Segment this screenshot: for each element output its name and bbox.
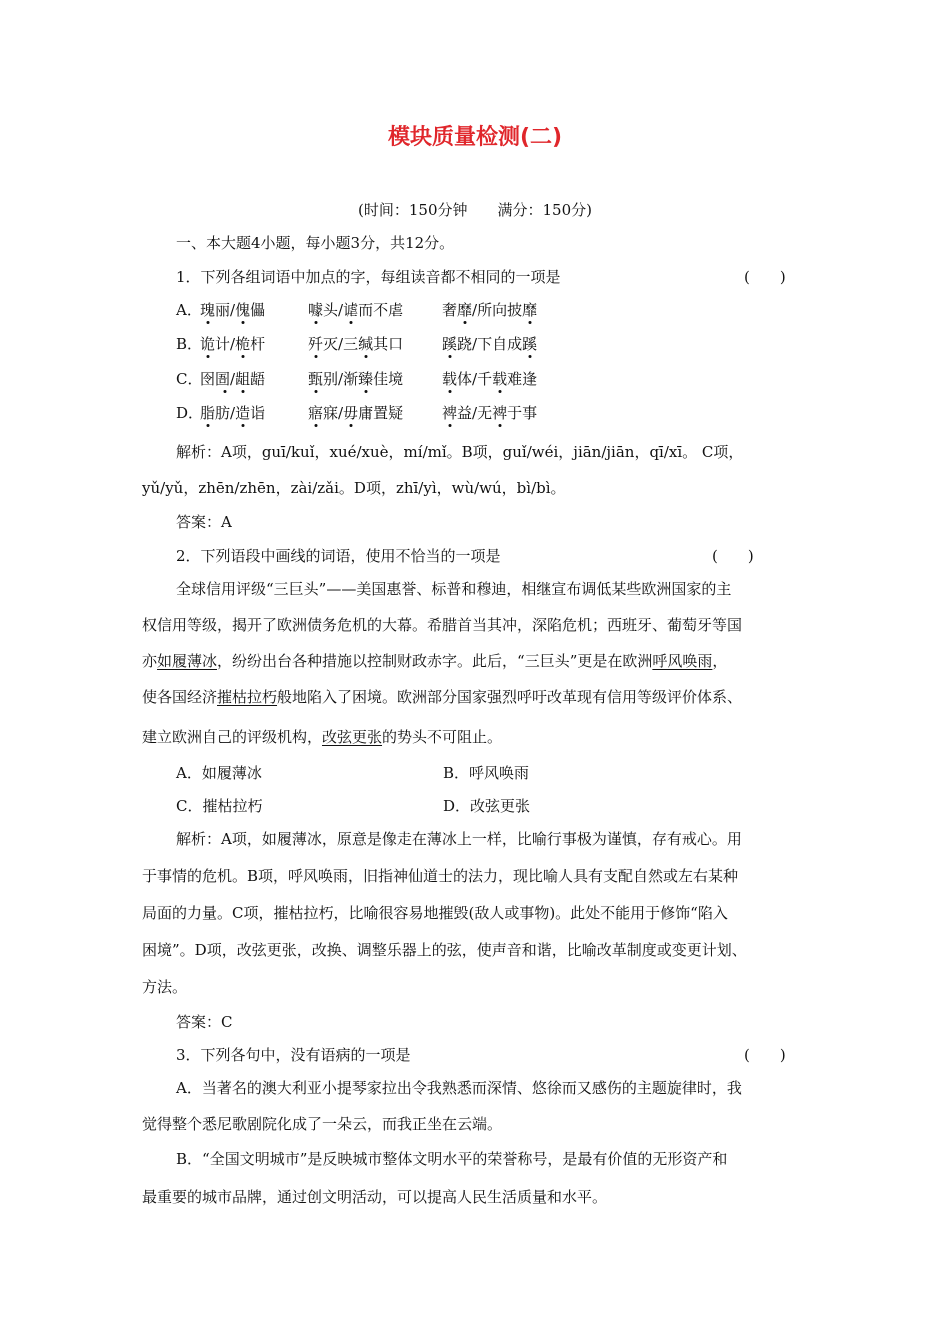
dotted-char: 脂 bbox=[200, 404, 216, 422]
word-group: 脂肪/造诣 bbox=[200, 404, 266, 422]
q2-analysis-line: 解析：A项，如履薄冰，原意是像走在薄冰上一样，比喻行事极为谨慎，存有戒心。用 bbox=[176, 830, 742, 848]
option-label: A． bbox=[176, 301, 202, 319]
word-group: 蹊跷/下自成蹊 bbox=[442, 335, 538, 353]
q2-option-a: A．如履薄冰 bbox=[176, 764, 262, 782]
q3-option-b-cont: 最重要的城市品牌，通过创文明活动，可以提高人民生活质量和水平。 bbox=[142, 1188, 608, 1206]
dotted-char: 甄 bbox=[308, 370, 324, 388]
q3-answer-blank: ( ) bbox=[744, 1046, 786, 1064]
dotted-char: 傀 bbox=[235, 301, 251, 319]
dotted-char: 造 bbox=[235, 404, 251, 422]
dotted-char: 载 bbox=[442, 370, 458, 388]
option-label: B． bbox=[176, 335, 203, 353]
word-group: 寤寐/毋庸置疑 bbox=[308, 404, 404, 422]
dotted-char: 毋 bbox=[343, 404, 359, 422]
word-group: 裨益/无裨于事 bbox=[442, 404, 538, 422]
word-group: 囹圄/龃龉 bbox=[200, 370, 266, 388]
dotted-char: 裨 bbox=[492, 404, 508, 422]
section-heading: 一、本大题4小题，每小题3分，共12分。 bbox=[176, 234, 455, 252]
word-group: 载体/千载难逢 bbox=[442, 370, 538, 388]
word-group: 诡计/桅杆 bbox=[200, 335, 266, 353]
dotted-char: 谑 bbox=[343, 301, 359, 319]
q1-analysis-line: yǔ/yǔ，zhēn/zhēn，zài/zǎi。D项，zhī/yì，wù/wú，bì/bì。 bbox=[142, 479, 566, 497]
word-group: 甄别/渐臻佳境 bbox=[308, 370, 404, 388]
dotted-char: 噱 bbox=[308, 301, 324, 319]
dotted-char: 诡 bbox=[200, 335, 216, 353]
word-group: 奢靡/所向披靡 bbox=[442, 301, 538, 319]
underlined-phrase: 摧枯拉朽 bbox=[217, 688, 278, 706]
dotted-char: 桅 bbox=[235, 335, 251, 353]
dotted-char: 蹊 bbox=[522, 335, 538, 353]
word-group: 歼灭/三缄其口 bbox=[308, 335, 404, 353]
q1-analysis-line: 解析：A项，guī/kuǐ，xué/xuè，mí/mǐ。B项，guǐ/wéi，jiān/jiān，qī/xī。 C项， bbox=[176, 443, 744, 461]
word-group: 噱头/谑而不虐 bbox=[308, 301, 404, 319]
q1-answer: 答案：A bbox=[176, 513, 232, 531]
q2-analysis-line: 困境”。D项，改弦更张，改换、调整乐器上的弦，使声音和谐，比喻改革制度或变更计划、 bbox=[142, 941, 747, 959]
q3-option-b: B．“全国文明城市”是反映城市整体文明水平的荣誉称号，是最有价值的无形资产和 bbox=[176, 1150, 728, 1168]
option-label: C． bbox=[176, 370, 203, 388]
q2-passage-line: 权信用等级，揭开了欧洲债务危机的大幕。希腊首当其冲，深陷危机；西班牙、葡萄牙等国 bbox=[142, 616, 743, 634]
dotted-char: 靡 bbox=[522, 301, 538, 319]
q2-analysis-line: 方法。 bbox=[142, 978, 188, 996]
q2-analysis-line: 局面的力量。C项，摧枯拉朽，比喻很容易地摧毁(敌人或事物)。此处不能用于修饰“陷入 bbox=[142, 904, 728, 922]
q2-answer: 答案：C bbox=[176, 1013, 233, 1031]
q2-analysis-line: 于事情的危机。B项，呼风唤雨，旧指神仙道士的法力，现比喻人具有支配自然或左右某种 bbox=[142, 867, 739, 885]
q2-option-d: D．改弦更张 bbox=[443, 797, 531, 815]
exam-meta: (时间：150分钟 满分：150分) bbox=[358, 201, 592, 219]
dotted-char: 寤 bbox=[308, 404, 324, 422]
q2-answer-blank: ( ) bbox=[712, 547, 754, 565]
underlined-phrase: 呼风唤雨 bbox=[652, 652, 713, 670]
underlined-phrase: 如履薄冰 bbox=[157, 652, 218, 670]
page-title: 模块质量检测(二) bbox=[387, 125, 563, 150]
dotted-char: 龃 bbox=[235, 370, 251, 388]
dotted-char: 载 bbox=[492, 370, 508, 388]
q3-stem: 3．下列各句中，没有语病的一项是 bbox=[176, 1046, 411, 1064]
dotted-char: 缄 bbox=[358, 335, 374, 353]
dotted-char: 靡 bbox=[457, 301, 473, 319]
underlined-phrase: 改弦更张 bbox=[322, 728, 383, 746]
dotted-char: 瑰 bbox=[200, 301, 216, 319]
q2-passage-line: 亦如履薄冰，纷纷出台各种措施以控制财政赤字。此后，“三巨头”更是在欧洲呼风唤雨， bbox=[142, 652, 728, 670]
q2-passage-line: 建立欧洲自己的评级机构，改弦更张的势头不可阻止。 bbox=[142, 728, 503, 746]
q2-option-b: B．呼风唤雨 bbox=[443, 764, 530, 782]
q3-option-a: A．当著名的澳大利亚小提琴家拉出令我熟悉而深情、悠徐而又感伤的主题旋律时，我 bbox=[176, 1079, 742, 1097]
option-label: D． bbox=[176, 404, 204, 422]
dotted-char: 圄/ bbox=[215, 370, 236, 388]
dotted-char: 裨 bbox=[442, 404, 458, 422]
dotted-char: 歼 bbox=[308, 335, 324, 353]
q1-answer-blank: ( ) bbox=[744, 268, 786, 286]
dotted-char: 臻 bbox=[358, 370, 374, 388]
q3-option-a-cont: 觉得整个悉尼歌剧院化成了一朵云，而我正坐在云端。 bbox=[142, 1115, 503, 1133]
q2-stem: 2．下列语段中画线的词语，使用不恰当的一项是 bbox=[176, 547, 501, 565]
q1-stem: 1．下列各组词语中加点的字，每组读音都不相同的一项是 bbox=[176, 268, 561, 286]
q2-passage-line: 使各国经济摧枯拉朽般地陷入了困境。欧洲部分国家强烈呼吁改革现有信用等级评价体系、 bbox=[142, 688, 743, 706]
q2-option-c: C．摧枯拉朽 bbox=[176, 797, 263, 815]
q2-passage-line: 全球信用评级“三巨头”——美国惠誉、标普和穆迪，相继宣布调低某些欧洲国家的主 bbox=[176, 580, 732, 598]
word-group: 瑰丽/傀儡 bbox=[200, 301, 266, 319]
dotted-char: 蹊 bbox=[442, 335, 458, 353]
